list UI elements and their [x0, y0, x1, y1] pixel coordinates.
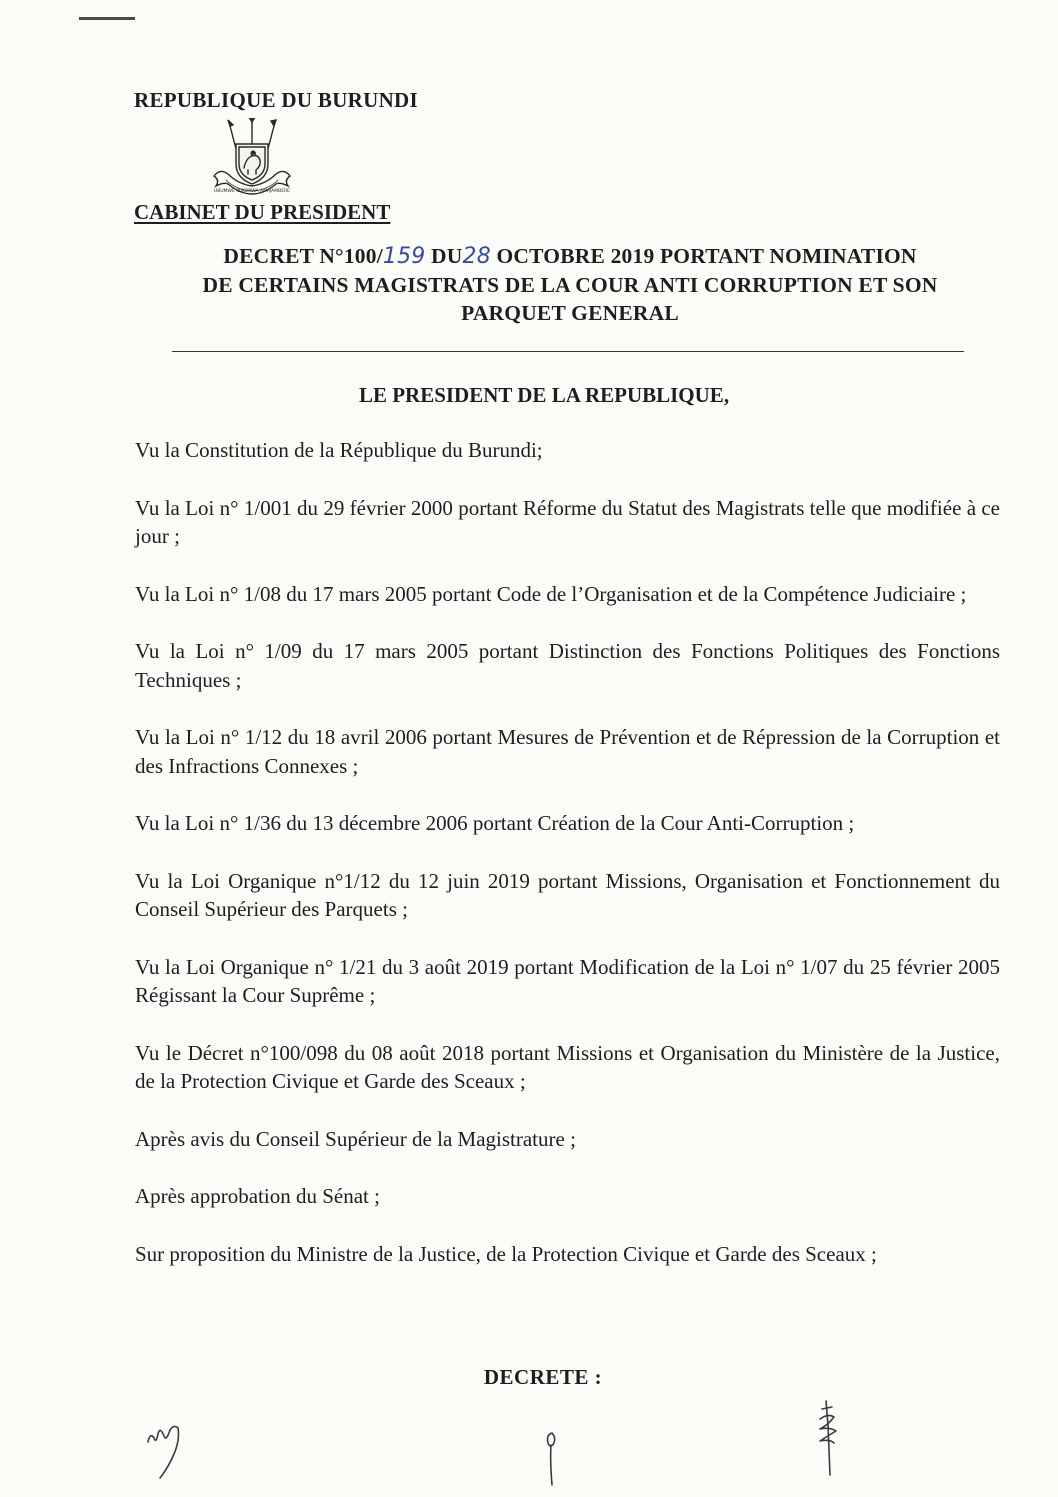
preamble-item: Après avis du Conseil Supérieur de la Magistrature ;: [135, 1126, 576, 1151]
president-heading: LE PRESIDENT DE LA REPUBLIQUE,: [358, 383, 730, 407]
preamble-item: Vu le Décret n°100/098 du 08 août 2018 portant Missions et Organisation du Ministère de la Justice, de la Protection Civique et Garde des Sceaux ;: [135, 1040, 1000, 1093]
initials-right-signature: [808, 1395, 848, 1485]
preamble-item: Sur proposition du Ministre de la Justice, de la Protection Civique et Garde des Sceaux ;: [135, 1241, 877, 1266]
initials-left-signature: [140, 1412, 190, 1482]
decree-title: [120, 242, 1020, 327]
country-heading: REPUBLIQUE DU BURUNDI: [134, 88, 418, 112]
cabinet-heading: CABINET DU PRESIDENT: [134, 200, 391, 224]
preamble-item: Vu la Loi n° 1/12 du 18 avril 2006 portant Mesures de Prévention et de Répression de la Corruption et des Infractions Connexes ;: [135, 725, 1000, 778]
handwritten-day: 28: [462, 244, 491, 269]
decree-title-line3: PARQUET GENERAL: [461, 301, 679, 325]
initials-middle-signature: [536, 1425, 566, 1490]
decree-title-line2: DE CERTAINS MAGISTRATS DE LA COUR ANTI CORRUPTION ET SON: [202, 273, 938, 297]
decree-title-suffix: OCTOBRE 2019 PORTANT NOMINATION: [490, 244, 917, 268]
preamble-item: Vu la Loi Organique n° 1/21 du 3 août 2019 portant Modification de la Loi n° 1/07 du 25 février 2005 Régissant la Cour Suprême ;: [135, 954, 1000, 1007]
preamble-item: Vu la Loi Organique n°1/12 du 12 juin 2019 portant Missions, Organisation et Fonctionnement du Conseil Supérieur des Parquets ;: [135, 868, 1000, 921]
corner-mark: [79, 17, 135, 20]
preamble-list: [135, 436, 1000, 1268]
decree-title-line1: [120, 242, 1020, 271]
decree-number-prefix: DECRET N°100/: [223, 244, 383, 268]
preamble-item: Vu la Loi n° 1/09 du 17 mars 2005 portant Distinction des Fonctions Politiques des Fonctions Techniques ;: [135, 639, 1000, 692]
title-divider: [172, 351, 964, 352]
preamble-item: Vu la Loi n° 1/08 du 17 mars 2005 portant Code de l’Organisation et de la Compétence Judiciaire ;: [135, 581, 967, 606]
preamble-item: Vu la Loi n° 1/001 du 29 février 2000 portant Réforme du Statut des Magistrats telle que modifiée à ce jour ;: [135, 495, 1000, 548]
decree-date-prefix: DU: [425, 244, 463, 268]
handwritten-decree-number: 159: [382, 244, 426, 269]
preamble-item: Vu la Constitution de la République du Burundi;: [135, 438, 543, 462]
decrete-heading: DECRETE :: [483, 1365, 603, 1389]
coat-of-arms-icon: [206, 118, 298, 202]
preamble-item: Après approbation du Sénat ;: [135, 1184, 380, 1208]
preamble-item: Vu la Loi n° 1/36 du 13 décembre 2006 portant Création de la Cour Anti-Corruption ;: [135, 811, 855, 835]
motto-text: UBUMWE IBIKORWA AMAJAMBERE: [213, 189, 291, 194]
